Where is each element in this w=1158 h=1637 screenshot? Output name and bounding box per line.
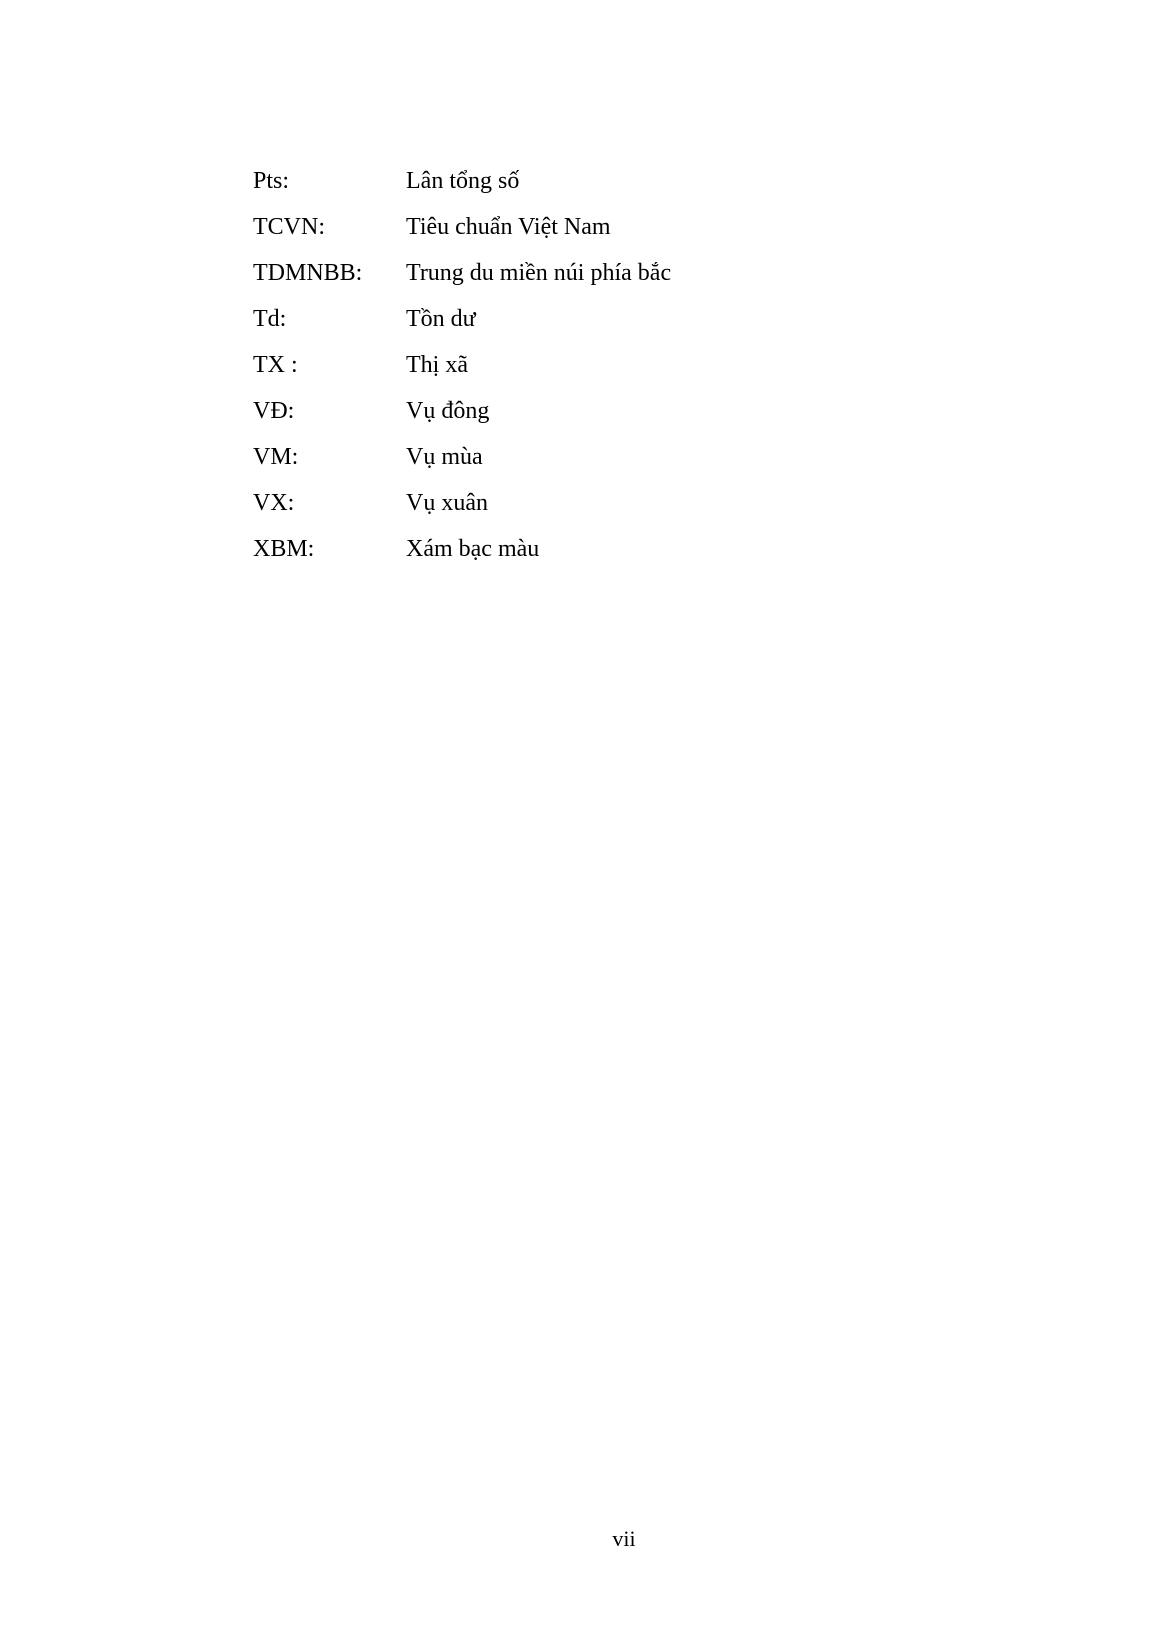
abbreviation-definition: Xám bạc màu — [406, 536, 540, 562]
abbreviation-definition: Trung du miền núi phía bắc — [406, 260, 672, 286]
abbreviation-definition: Vụ mùa — [406, 444, 483, 470]
abbreviation-term: VĐ: — [253, 398, 295, 424]
abbreviation-row — [253, 296, 671, 342]
abbreviation-definition: Tiêu chuẩn Việt Nam — [406, 214, 611, 240]
abbreviation-term: TCVN: — [253, 214, 325, 240]
abbreviation-list — [253, 158, 671, 572]
abbreviation-definition: Tồn dư — [406, 306, 476, 332]
abbreviation-term: Td: — [253, 306, 287, 332]
abbreviation-row — [253, 158, 671, 204]
abbreviation-definition: Lân tổng số — [406, 168, 520, 194]
abbreviation-term: TX : — [253, 352, 298, 378]
abbreviation-term: Pts: — [253, 168, 290, 194]
abbreviation-term: VX: — [253, 490, 295, 516]
abbreviation-term: TDMNBB: — [253, 260, 363, 286]
abbreviation-row — [253, 342, 671, 388]
abbreviation-definition: Vụ xuân — [406, 490, 488, 516]
page-number: vii — [612, 1526, 636, 1551]
abbreviation-row — [253, 250, 671, 296]
abbreviation-definition: Vụ đông — [406, 398, 490, 424]
abbreviation-row — [253, 388, 671, 434]
abbreviation-term: VM: — [253, 444, 299, 470]
abbreviation-term: XBM: — [253, 536, 315, 562]
abbreviation-row — [253, 204, 671, 250]
abbreviation-row — [253, 480, 671, 526]
abbreviation-definition: Thị xã — [406, 352, 468, 378]
abbreviation-row — [253, 434, 671, 480]
abbreviation-row — [253, 526, 671, 572]
